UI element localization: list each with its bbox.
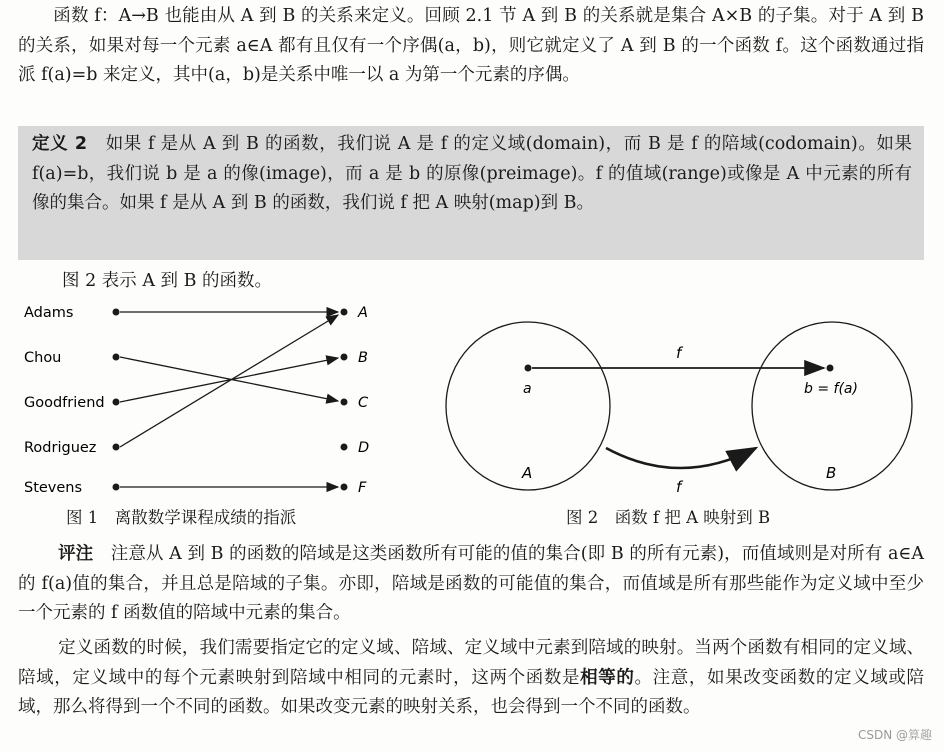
remark-text: 注意从 A 到 B 的函数的陪域是这类函数所有可能的值的集合(即 B 的所有元素)，而值域则是对所有 a∈A 的 f(a)值的集合，并且总是陪域的子集。亦即，陪域是函数的可能值的集合，而值域是所有那些能作为定义域中至少一个元素的 f 函数值的陪域中元素的集合。 [18, 544, 924, 623]
final-text-1: 定义函数的时候，我们需要指定它的定义域、陪域、定义域中元素到陪域的映射。当两个函数有相同的定义域、陪域，定义域中的每个元素映射到陪域中相同的元素时，这两个函数是 [18, 638, 924, 688]
figure1-diagram [18, 295, 390, 507]
arrow-label-f-bottom: f [676, 478, 682, 496]
set-map-arrow [606, 448, 756, 468]
grade-d: D [358, 440, 370, 456]
set-label-b: B [826, 464, 837, 482]
definition-paragraph [32, 130, 912, 219]
student-adams: Adams [24, 305, 74, 321]
definition-label: 定义 2 [32, 134, 88, 154]
grade-f: F [358, 480, 367, 496]
point-a [525, 365, 532, 372]
final-bold-term: 相等的 [580, 667, 635, 688]
watermark: CSDN @算趣 [857, 728, 932, 742]
grade-a: A [358, 305, 368, 321]
figure1-caption: 图 1 离散数学课程成绩的指派 [66, 508, 297, 527]
label-b-eq: b = f(a) [804, 381, 858, 397]
final-text-2: 。注意，如果改变函数的定义域或陪域，那么将得到一个不同的函数。如果改变元素的映射关系，也会得到一个不同的函数。 [18, 667, 925, 717]
final-paragraph [18, 634, 924, 723]
arrow-label-f-top: f [676, 344, 682, 362]
left-dots [113, 309, 120, 491]
figure2-caption: 图 2 函数 f 把 A 映射到 B [566, 508, 771, 527]
label-a: a [523, 381, 532, 397]
remark-paragraph [18, 540, 924, 629]
definition-text: 如果 f 是从 A 到 B 的函数，我们说 A 是 f 的定义域(domain)，而 B 是 f 的陪域(codomain)。如果 f(a)=b，我们说 b 是 a 的像(image)，而 a 是 b 的原像(preimage)。f 的值域(range)或像是 A 中元素的所有像的集合。如果 f 是从 A 到 B 的函数，我们说 f 把 A 映射(map)到 B。 [32, 134, 912, 213]
student-stevens: Stevens [24, 480, 83, 496]
point-b [827, 365, 834, 372]
figure-intro: 图 2 表示 A 到 B 的函数。 [62, 271, 273, 291]
remark-label: 评注 [58, 544, 94, 564]
definition-box [18, 126, 924, 260]
grade-b: B [358, 350, 368, 366]
set-label-a: A [522, 464, 533, 482]
grade-c: C [358, 395, 369, 411]
figure2-diagram [440, 318, 920, 498]
student-chou: Chou [24, 350, 62, 366]
student-goodfriend: Goodfriend [24, 395, 105, 411]
mapping-arrows [120, 312, 338, 487]
student-rodriguez: Rodriguez [24, 440, 97, 456]
intro-paragraph: 函数 f：A→B 也能由从 A 到 B 的关系来定义。回顾 2.1 节 A 到 B 的关系就是集合 A×B 的子集。对于 A 到 B 的关系，如果对每一个元素 a∈A 都有且仅有一个序偶(a，b)，则它就定义了 A 到 B 的一个函数 f。这个函数通过指派 f(a)=b 来定义，其中(a，b)是关系中唯一以 a 为第一个元素的序偶。 [18, 6, 924, 85]
right-dots [341, 309, 348, 491]
